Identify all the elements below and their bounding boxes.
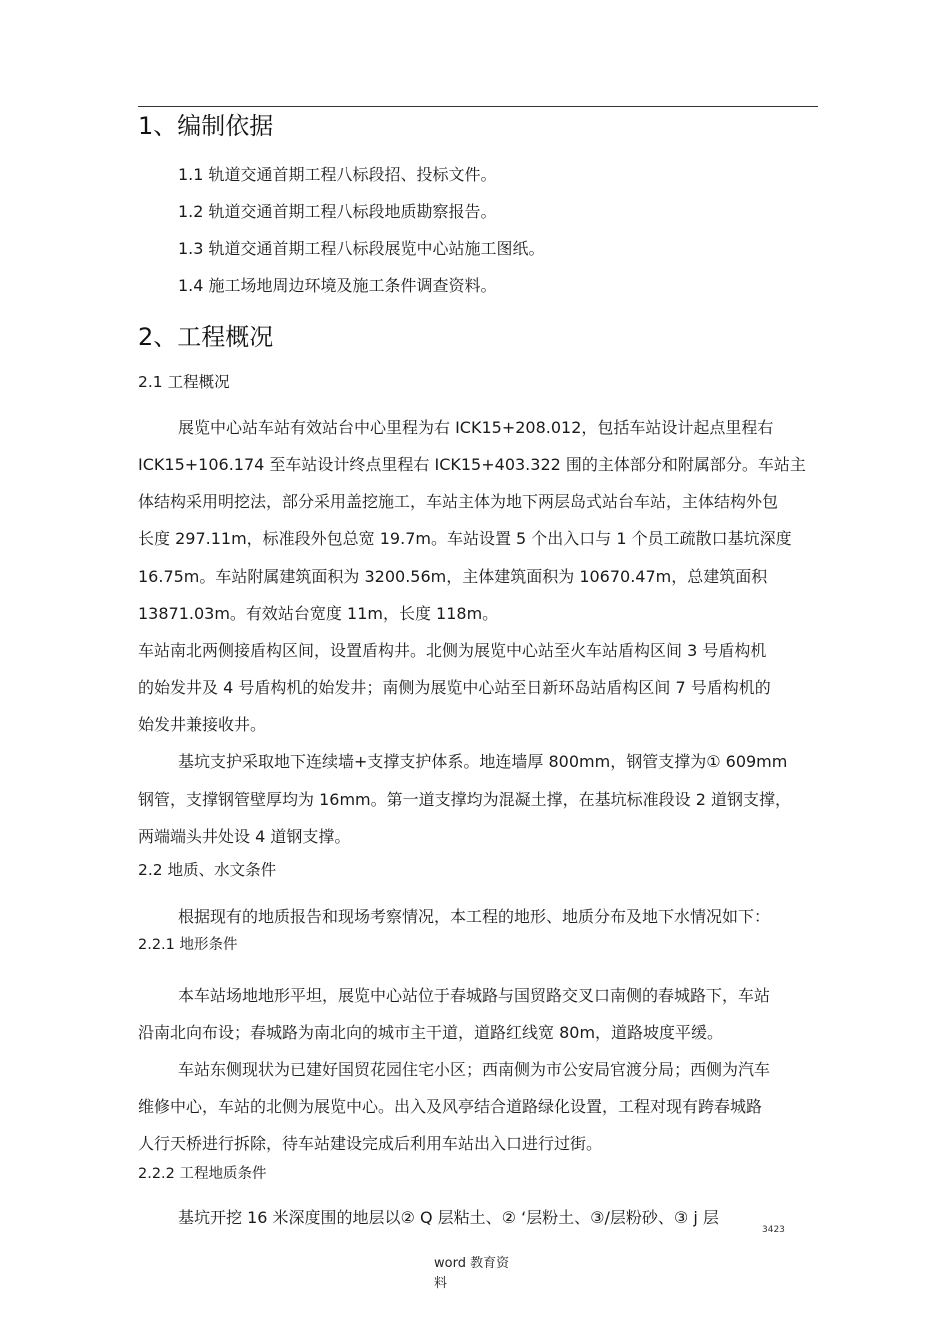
- footer-line-2: 料: [434, 1276, 448, 1291]
- reference-item-1: 1.1 轨道交通首期工程八标段招、投标文件。: [178, 165, 497, 184]
- subsection-2-1-heading: 2.1 工程概况: [138, 373, 230, 391]
- subsection-2-2-heading: 2.2 地质、水文条件: [138, 861, 277, 879]
- paragraph-line: ICK15+106.174 至车站设计终点里程右 ICK15+403.322 围的主体部分和附属部分。车站主: [138, 455, 806, 474]
- reference-item-4: 1.4 施工场地周边环境及施工条件调查资料。: [178, 276, 497, 295]
- paragraph-line: 基坑支护采取地下连续墙+支撑支护体系。地连墙厚 800mm，钢管支撑为① 609mm: [178, 752, 788, 771]
- paragraph-line: 的始发井及 4 号盾构机的始发井；南侧为展览中心站至日新环岛站盾构区间 7 号盾构机的: [138, 678, 771, 697]
- paragraph-line: 体结构采用明挖法，部分采用盖挖施工，车站主体为地下两层岛式站台车站，主体结构外包: [138, 492, 779, 511]
- paragraph-line: 展览中心站车站有效站台中心里程为右 ICK15+208.012，包括车站设计起点里程右: [178, 418, 774, 437]
- paragraph-line: 车站东侧现状为已建好国贸花园住宅小区；西南侧为市公安局官渡分局；西侧为汽车: [178, 1060, 771, 1079]
- paragraph-line: 基坑开挖 16 米深度围的地层以② Q 层粘土、② ‘层粉土、③/层粉砂、③ j 层: [178, 1208, 719, 1227]
- paragraph-line: 沿南北向布设；春城路为南北向的城市主干道，道路红线宽 80m，道路坡度平缓。: [138, 1023, 724, 1042]
- section-2-heading: 2、工程概况: [138, 323, 274, 351]
- footer-line-1: word 教育资: [434, 1256, 510, 1271]
- paragraph-line: 车站南北两侧接盾构区间，设置盾构井。北侧为展览中心站至火车站盾构区间 3 号盾构机: [138, 641, 767, 660]
- top-rule-divider: [138, 106, 818, 107]
- paragraph-line: 根据现有的地质报告和现场考察情况，本工程的地形、地质分布及地下水情况如下：: [178, 907, 771, 926]
- paragraph-line: 钢管，支撑钢管壁厚均为 16mm。第一道支撑均为混凝土撑，在基坑标准段设 2 道钢支撑，: [138, 790, 791, 809]
- paragraph-line: 16.75m。车站附属建筑面积为 3200.56m，主体建筑面积为 10670.47m，总建筑面积: [138, 567, 768, 586]
- footer: [434, 1254, 524, 1294]
- paragraph-line: 本车站场地地形平坦，展览中心站位于春城路与国贸路交叉口南侧的春城路下，车站: [178, 986, 771, 1005]
- subsection-2-2-2-heading: 2.2.2 工程地质条件: [138, 1166, 267, 1182]
- reference-item-2: 1.2 轨道交通首期工程八标段地质勘察报告。: [178, 202, 497, 221]
- section-1-heading: 1、编制依据: [138, 112, 274, 140]
- paragraph-line: 13871.03m。有效站台宽度 11m，长度 118m。: [138, 604, 499, 623]
- paragraph-line: 人行天桥进行拆除，待车站建设完成后利用车站出入口进行过街。: [138, 1134, 603, 1153]
- paragraph-line: 两端端头井处设 4 道钢支撑。: [138, 827, 351, 846]
- page-number: 3423: [762, 1225, 785, 1235]
- paragraph-line: 始发井兼接收井。: [138, 715, 267, 734]
- paragraph-line: 长度 297.11m，标准段外包总宽 19.7m。车站设置 5 个出入口与 1 个员工疏散口基坑深度: [138, 529, 792, 548]
- paragraph-line: 维修中心，车站的北侧为展览中心。出入及风亭结合道路绿化设置，工程对现有跨春城路: [138, 1097, 763, 1116]
- reference-item-3: 1.3 轨道交通首期工程八标段展览中心站施工图纸。: [178, 239, 545, 258]
- subsection-2-2-1-heading: 2.2.1 地形条件: [138, 937, 238, 953]
